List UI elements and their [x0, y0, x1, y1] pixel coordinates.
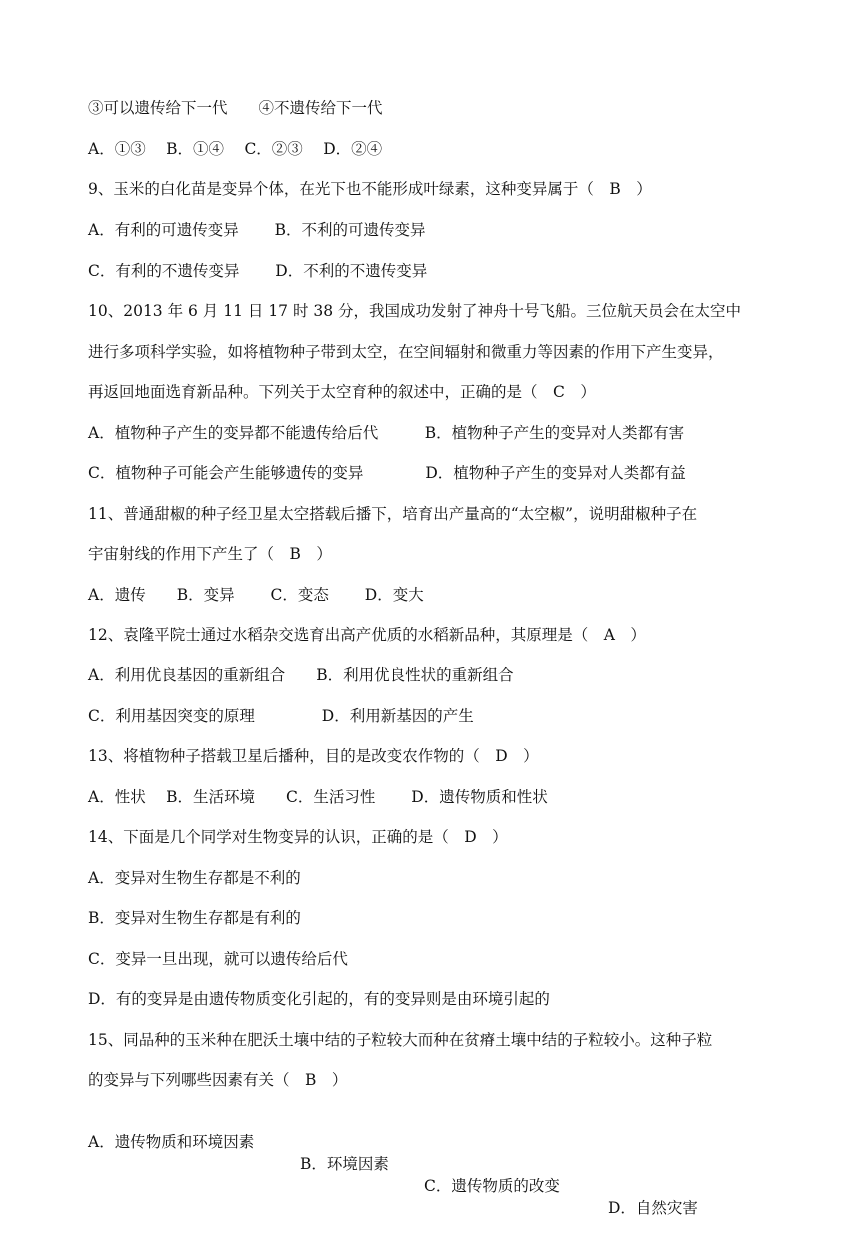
- q8-options: A．①③ B．①④ C．②③ D．②④: [88, 140, 383, 158]
- q15-option-a: A．遗传物质和环境因素: [88, 1133, 255, 1151]
- q15-stem-line2: 的变异与下列哪些因素有关（ B ）: [88, 1071, 348, 1089]
- q10-stem-line2: 进行多项科学实验，如将植物种子带到太空，在空间辐射和微重力等因素的作用下产生变异，: [88, 343, 724, 361]
- q10-stem-line1: 10、2013 年 6 月 11 日 17 时 38 分，我国成功发射了神舟十号飞船。三位航天员会在太空中: [88, 302, 742, 320]
- q15-option-b: B．环境因素: [300, 1155, 389, 1173]
- q12-options-cd: C．利用基因突变的原理 D．利用新基因的产生: [88, 707, 474, 725]
- q11-stem-line1: 11、普通甜椒的种子经卫星太空搭载后播下，培育出产量高的“太空椒”，说明甜椒种子在: [88, 505, 698, 523]
- q9-options-ab: A．有利的可遗传变异 B．不利的可遗传变异: [88, 221, 426, 239]
- q14-option-c: C．变异一旦出现，就可以遗传给后代: [88, 950, 348, 968]
- q15-options: [88, 1109, 788, 1217]
- q14-option-b: B．变异对生物生存都是有利的: [88, 909, 301, 927]
- q13-options: A．性状 B．生活环境 C．生活习性 D．遗传物质和性状: [88, 788, 548, 806]
- q9-stem: 9、玉米的白化苗是变异个体，在光下也不能形成叶绿素，这种变异属于（ B ）: [88, 180, 652, 198]
- q10-options-ab: A．植物种子产生的变异都不能遗传给后代 B．植物种子产生的变异对人类都有害: [88, 424, 685, 442]
- q13-stem: 13、将植物种子搭载卫星后播种，目的是改变农作物的（ D ）: [88, 747, 539, 765]
- q15-stem-line1: 15、同品种的玉米种在肥沃土壤中结的子粒较大而种在贫瘠土壤中结的子粒较小。这种子粒: [88, 1031, 713, 1049]
- option-line-item-statements: ③可以遗传给下一代 ④不遗传给下一代: [88, 99, 383, 117]
- q15-option-d: D．自然灾害: [608, 1199, 698, 1217]
- q14-option-a: A．变异对生物生存都是不利的: [88, 869, 301, 887]
- q10-stem-line3: 再返回地面选育新品种。下列关于太空育种的叙述中，正确的是（ C ）: [88, 383, 596, 401]
- q11-options: A．遗传 B．变异 C．变态 D．变大: [88, 586, 424, 604]
- q10-options-cd: C．植物种子可能会产生能够遗传的变异 D．植物种子产生的变异对人类都有益: [88, 464, 686, 482]
- q12-options-ab: A．利用优良基因的重新组合 B．利用优良性状的重新组合: [88, 666, 514, 684]
- q15-option-c: C．遗传物质的改变: [424, 1177, 560, 1195]
- q11-stem-line2: 宇宙射线的作用下产生了（ B ）: [88, 545, 332, 563]
- q12-stem: 12、袁隆平院士通过水稻杂交选育出高产优质的水稻新品种，其原理是（ A ）: [88, 626, 646, 644]
- q9-options-cd: C．有利的不遗传变异 D．不利的不遗传变异: [88, 262, 428, 280]
- q14-stem: 14、下面是几个同学对生物变异的认识，正确的是（ D ）: [88, 828, 508, 846]
- q14-option-d: D．有的变异是由遗传物质变化引起的，有的变异则是由环境引起的: [88, 990, 550, 1008]
